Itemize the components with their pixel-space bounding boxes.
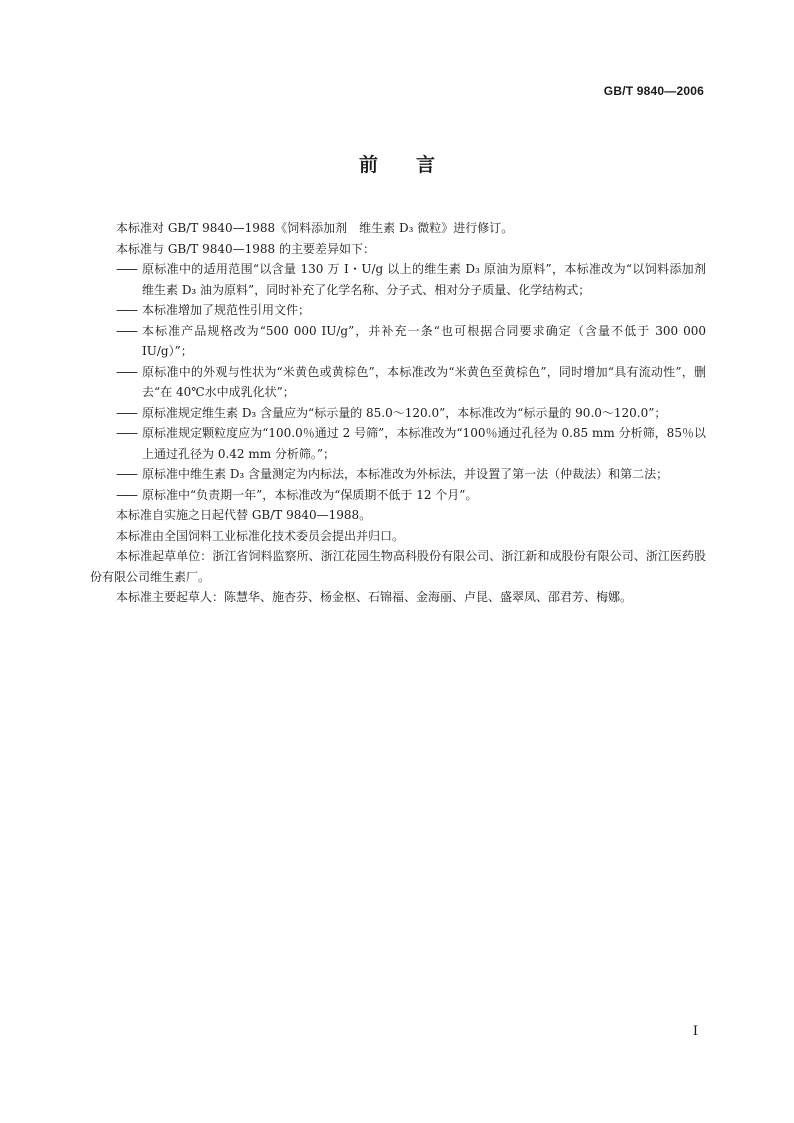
proposer-paragraph: 本标准由全国饲料工业标准化技术委员会提出并归口。 xyxy=(116,528,405,543)
intro-paragraph: 本标准对 GB/T 9840—1988《饲料添加剂 维生素 D₃ 微粒》进行修订。 xyxy=(116,221,514,235)
drafters-paragraph: 本标准主要起草人：陈慧华、施杏芬、杨金枢、石锦福、金海丽、卢昆、盛翠凤、邵君芳、梅娜。 xyxy=(116,590,633,604)
list-item xyxy=(90,300,706,321)
dash-marker: —— xyxy=(116,426,136,440)
differences-intro: 本标准与 GB/T 9840—1988 的主要差异如下： xyxy=(116,241,375,256)
dash-marker: —— xyxy=(116,262,136,276)
list-item xyxy=(90,362,706,403)
list-item xyxy=(90,485,706,506)
list-item-text: 本标准增加了规范性引用文件； xyxy=(142,303,311,317)
differences-list xyxy=(90,259,706,505)
list-item-text: 原标准中的适用范围“以含量 130 万 I・U/g 以上的维生素 D₃ 原油为原料”，本标准改为“以饲料添加剂 维生素 D₃ 油为原料”，同时补充了化学名称、分子式、相对分子质量、化学结构式； xyxy=(142,262,706,297)
dash-marker: —— xyxy=(116,364,136,379)
list-item xyxy=(90,464,706,485)
list-item xyxy=(90,321,706,362)
list-item xyxy=(90,423,706,464)
dash-marker: —— xyxy=(116,323,136,338)
dash-marker: —— xyxy=(116,487,136,502)
page-number: I xyxy=(692,1024,698,1039)
dash-marker: —— xyxy=(116,467,136,481)
list-item-text: 原标准规定维生素 D₃ 含量应为“标示量的 85.0～120.0”，本标准改为“标示量的 90.0～120.0”； xyxy=(142,405,667,420)
list-item-text: 本标准产品规格改为“500 000 IU/g”，并补充一条“也可根据合同要求确定（含量不低于 300 000 IU/g）”； xyxy=(142,323,706,358)
drafting-units-paragraph: 本标准起草单位：浙江省饲料监察所、浙江花园生物高科股份有限公司、浙江新和成股份有限公司、浙江医药股份有限公司维生素厂。 xyxy=(90,549,706,584)
list-item-text: 原标准中“负责期一年”，本标准改为“保质期不低于 12 个月”。 xyxy=(142,487,478,502)
list-item-text: 原标准规定颗粒度应为“100.0％通过 2 号筛”，本标准改为“100％通过孔径为 0.85 mm 分析筛，85％以上通过孔径为 0.42 mm 分析筛。”； xyxy=(142,426,706,461)
dash-marker: —— xyxy=(116,405,136,420)
page-title: 前言 xyxy=(358,154,473,176)
list-item-text: 原标准中维生素 D₃ 含量测定为内标法，本标准改为外标法，并设置了第一法（仲裁法）和第二法； xyxy=(142,467,669,481)
standard-code: GB/T 9840—2006 xyxy=(603,84,704,98)
list-item-text: 原标准中的外观与性状为“米黄色或黄棕色”，本标准改为“米黄色至黄棕色”，同时增加“具有流动性”，删去“在 40℃水中成乳化状”； xyxy=(142,364,706,399)
dash-marker: —— xyxy=(116,303,136,317)
foreword-body xyxy=(90,218,706,608)
list-item xyxy=(90,403,706,424)
list-item xyxy=(90,259,706,300)
replacement-paragraph: 本标准自实施之日起代替 GB/T 9840—1988。 xyxy=(116,508,372,522)
